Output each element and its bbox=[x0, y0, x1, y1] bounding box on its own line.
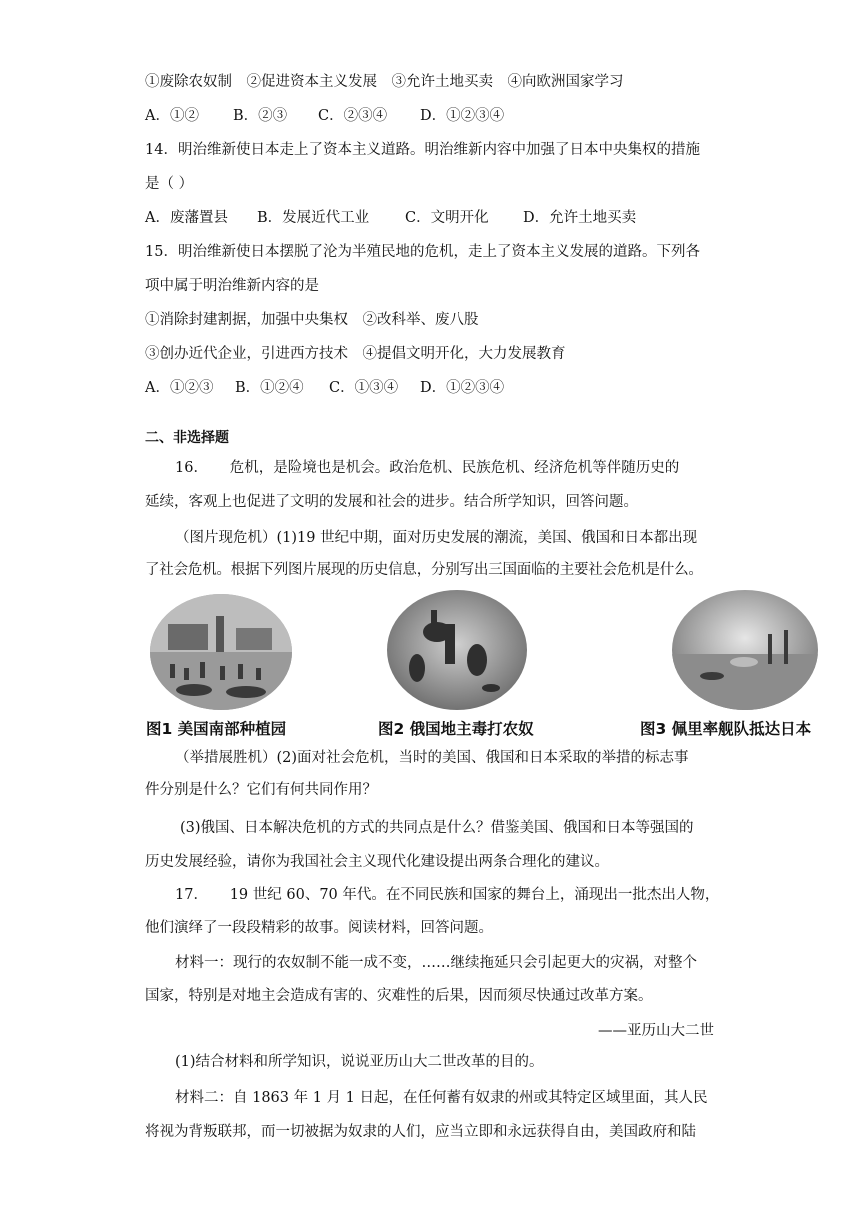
serf-image bbox=[387, 590, 527, 710]
q16-stem-2: 延续，客观上也促进了文明的发展和社会的进步。结合所学知识，回答问题。 bbox=[145, 494, 638, 510]
q13-items: ①废除农奴制 ②促进资本主义发展 ③允许土地买卖 ④向欧洲国家学习 bbox=[145, 74, 624, 90]
q13-option-a: A．①② bbox=[145, 108, 199, 124]
q13-option-b: B．②③ bbox=[233, 108, 288, 124]
serf-beating-illustration bbox=[387, 590, 527, 710]
q16-stem-1: 16． 危机，是险境也是机会。政治危机、民族危机、经济危机等伴随历史的 bbox=[175, 460, 680, 476]
q17-stem-2: 他们演绎了一段段精彩的故事。阅读材料，回答问题。 bbox=[145, 920, 493, 936]
plantation-image bbox=[150, 594, 292, 710]
q17-material2-line2: 将视为背叛联邦，而一切被据为奴隶的人们，应当立即和永远获得自由，美国政府和陆 bbox=[145, 1124, 696, 1140]
q13-option-d: D．①②③④ bbox=[420, 108, 505, 124]
q16-sub1-line2: 了社会危机。根据下列图片展现的历史信息，分别写出三国面临的主要社会危机是什么。 bbox=[145, 562, 703, 578]
q14-option-d: D．允许土地买卖 bbox=[523, 210, 637, 226]
q13-options bbox=[145, 106, 504, 126]
q16-sub2-line1: （举措展胜机）(2)面对社会危机，当时的美国、俄国和日本采取的举措的标志事 bbox=[175, 750, 689, 766]
figure-2-caption: 图2 俄国地主毒打农奴 bbox=[378, 720, 534, 738]
q14-option-c: C．文明开化 bbox=[405, 210, 489, 226]
q17-material1-line2: 国家，特别是对地主会造成有害的、灾难性的后果，因而须尽快通过改革方案。 bbox=[145, 988, 653, 1004]
plantation-illustration bbox=[150, 594, 292, 710]
q15-item-1-2: ①消除封建割据，加强中央集权 ②改科举、废八股 bbox=[145, 312, 479, 328]
q17-material1-line1: 材料一：现行的农奴制不能一成不变，……继续拖延只会引起更大的灾祸，对整个 bbox=[175, 955, 697, 971]
q14-options bbox=[145, 208, 636, 228]
q17-stem-1: 17． 19 世纪 60、70 年代。在不同民族和国家的舞台上，涌现出一批杰出人物， bbox=[175, 887, 720, 903]
figure-1-caption: 图1 美国南部种植园 bbox=[146, 720, 287, 738]
q15-stem-2: 项中属于明治维新内容的是 bbox=[145, 278, 319, 294]
q15-options bbox=[145, 378, 504, 398]
q14-stem-1: 14．明治维新使日本走上了资本主义道路。明治维新内容中加强了日本中央集权的措施 bbox=[145, 142, 700, 158]
q14-option-b: B．发展近代工业 bbox=[257, 210, 370, 226]
q17-sub1: (1)结合材料和所学知识，说说亚历山大二世改革的目的。 bbox=[175, 1054, 544, 1070]
q16-sub3-line1: (3)俄国、日本解决危机的方式的共同点是什么？借鉴美国、俄国和日本等强国的 bbox=[180, 820, 694, 836]
q15-stem-1: 15．明治维新使日本摆脱了沦为半殖民地的危机，走上了资本主义发展的道路。下列各 bbox=[145, 244, 700, 260]
q14-stem-2: 是（ ） bbox=[145, 176, 194, 192]
section-title: 二、非选择题 bbox=[145, 430, 229, 446]
q17-material1-signature: ——亚历山大二世 bbox=[598, 1023, 714, 1039]
figure-3-caption: 图3 佩里率舰队抵达日本 bbox=[640, 720, 812, 738]
perry-fleet-illustration bbox=[672, 590, 818, 710]
q15-option-d: D．①②③④ bbox=[420, 380, 505, 396]
q15-option-c: C．①③④ bbox=[329, 380, 399, 396]
q14-option-a: A．废藩置县 bbox=[145, 210, 228, 226]
q16-sub3-line2: 历史发展经验，请你为我国社会主义现代化建设提出两条合理化的建议。 bbox=[145, 854, 609, 870]
q15-option-a: A．①②③ bbox=[145, 380, 214, 396]
q13-option-c: C．②③④ bbox=[318, 108, 388, 124]
q16-sub1-line1: （图片现危机）(1)19 世纪中期，面对历史发展的潮流，美国、俄国和日本都出现 bbox=[175, 530, 698, 546]
perry-fleet-image bbox=[672, 590, 818, 710]
q16-sub2-line2: 件分别是什么？它们有何共同作用？ bbox=[145, 782, 377, 798]
q15-option-b: B．①②④ bbox=[235, 380, 304, 396]
q17-material2-line1: 材料二：自 1863 年 1 月 1 日起，在任何蓄有奴隶的州或其特定区域里面，其人民 bbox=[175, 1090, 708, 1106]
q15-item-3-4: ③创办近代企业，引进西方技术 ④提倡文明开化，大力发展教育 bbox=[145, 346, 566, 362]
